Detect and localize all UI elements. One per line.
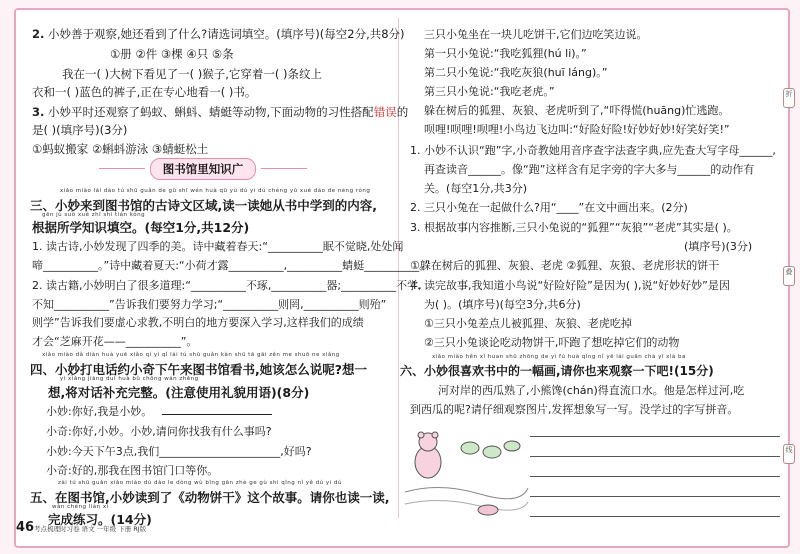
- right-q1-a: 1. 小妙不认识“跑”字,小奇教她用音序查字法查字典,应先查大写字母______,: [410, 144, 776, 157]
- fold-tag: 线: [783, 444, 795, 464]
- s4-line2: 小奇:你好,小妙。小妙,请问你找我有什么事吗?: [46, 425, 272, 438]
- s3-q2-c: 则学”告诉我们要虚心求教,不明白的地方要深入学习,这样我们的成绩: [32, 316, 364, 329]
- q-text: 的: [396, 105, 409, 119]
- s3-q1-b: 啼__________。”诗中藏着夏天:“小荷才露__________,__________蜻蜓__________。”: [32, 259, 431, 272]
- q-text: 小妙平时还观察了蚂蚁、蝌蚪、蜻蜓等动物,下面动物的习性搭配: [48, 105, 374, 119]
- s3-q2-a: 2. 读古籍,小妙明白了很多道理:“__________不琢,__________器;__________不学,: [32, 279, 422, 292]
- page-number: 46: [16, 520, 35, 535]
- page-footer: 考点梳理时习卷 语文 一年级 下册 RJ版: [34, 525, 147, 533]
- writing-line[interactable]: [530, 476, 780, 477]
- s5-pinyin2: wán chéng liàn xí: [52, 504, 109, 510]
- s4-line3: 小妙:今天下午3点,我们______________________,好吗?: [46, 445, 312, 458]
- s6-line1: 河对岸的西瓜熟了,小熊馋(chán)得直流口水。他是怎样过河,吃: [438, 384, 745, 397]
- q-number: 2.: [32, 27, 45, 41]
- writing-line[interactable]: [530, 496, 780, 497]
- right-q4-b: 为( )。(填序号)(每空3分,共6分): [424, 298, 581, 311]
- s5-title2: 完成练习。(14分): [48, 512, 152, 527]
- story-line2: 第一只小兔说:“我吃狐狸(hú li)。”: [424, 47, 587, 60]
- s4-pinyin2: yi xiǎng jiāng duì huà bǔ chōng wán zhěng: [60, 376, 199, 382]
- left-q3-line2: 是( )(填序号)(3分): [32, 123, 128, 137]
- right-q1-c: 关。(每空1分,共3分): [424, 182, 528, 195]
- left-q2-line2: 衣和一( )蓝色的裤子,正在专心地看一( )书。: [32, 85, 257, 99]
- writing-line[interactable]: [530, 456, 780, 457]
- right-q2: 2. 三只小兔在一起做什么?用“____”在文中画出来。(2分): [410, 201, 688, 214]
- s6-line2: 到西瓜的呢?请仔细观察图片,发挥想象写一写。没学过的字写拼音。: [410, 403, 739, 416]
- s4-title2: 想,将对话补充完整。(注意使用礼貌用语)(8分): [48, 385, 310, 400]
- answer-blank[interactable]: [162, 403, 272, 415]
- right-q4-opt2: ②三只小兔谈论吃动物饼干,吓跑了想吃掉它们的动物: [424, 336, 680, 349]
- bear-river-illustration: [400, 422, 530, 522]
- emphasis-word: 错误: [373, 105, 397, 119]
- writing-line[interactable]: [530, 516, 780, 517]
- left-q3-options: ①蚂蚁搬家 ②蝌蚪游泳 ③蜻蜓松土: [32, 142, 209, 156]
- writing-line[interactable]: [530, 436, 780, 437]
- fold-tag: 折: [783, 88, 795, 108]
- story-line1: 三只小兔坐在一块儿吃饼干,它们边吃笑边说。: [424, 28, 648, 41]
- left-q2-options: ①册 ②件 ③棵 ④只 ⑤条: [110, 47, 234, 61]
- dialogue-text: 小妙:你好,我是小妙。: [46, 405, 153, 418]
- s3-pinyin: xiǎo miào lái dào tú shū guǎn de gǔ shī wén huà qū yù dú yi dú chéng yǔ xué dào de néng róng: [60, 188, 371, 194]
- s6-title: 六、小妙很喜欢书中的一幅画,请你也来观察一下吧!(15分): [400, 364, 714, 378]
- s3-q2-b: 不知__________”告诉我们要努力学习;“__________则罔,__________则殆”: [32, 298, 387, 311]
- s4-line4: 小奇:好的,那我在图书馆门口等你。: [46, 464, 219, 477]
- s4-pinyin: xiǎo miào dǎ diàn huà yuē xiǎo qí yì qǐ lái tú shū guǎn kàn shū tā gāi zěn me shuō ne xiǎng: [42, 352, 340, 358]
- right-q3-options: ①躲在树后的狐狸、灰狼、老虎 ②狐狸、灰狼、老虎形状的饼干: [410, 259, 720, 272]
- s3-q2-d: 才会“芝麻开花——__________”。: [32, 335, 198, 348]
- s3-title2: 根据所学知识填空。(每空1分,共12分): [32, 220, 250, 235]
- fold-tag: 叠: [783, 266, 795, 286]
- right-q4-a: 4. 读完故事,我知道小鸟说“好险好险”是因为( ),说“好妙好妙”是因: [410, 279, 730, 292]
- q-text: 小妙善于观察,她还看到了什么?请选词填空。(填序号)(每空2分,共8分): [48, 27, 405, 41]
- right-q3-b: (填序号)(3分): [684, 240, 753, 253]
- right-q1-b: 再查读音______。像“跑”这样含有足字旁的字大多与______的动作有: [424, 163, 755, 176]
- s5-title: 五、在图书馆,小妙读到了《动物饼干》这个故事。请你也读一读,: [30, 490, 390, 505]
- s6-pinyin: xiǎo miào hěn xǐ huan shū zhōng de yì fú huà qǐng nǐ yě lái guān chá yī xià ba: [432, 354, 686, 360]
- right-q3-a: 3. 根据故事内容推断,三只小兔说的“狐狸”“灰狼”“老虎”其实是( )。: [410, 221, 738, 234]
- s4-line1: [46, 403, 272, 419]
- s3-title: 三、小妙来到图书馆的古诗文区域,读一读她从书中学到的内容,: [30, 198, 377, 213]
- s4-title: 四、小妙打电话约小奇下午来图书馆看书,她该怎么说呢?想一: [30, 362, 368, 377]
- section-banner: 图书馆里知识广: [150, 158, 256, 180]
- story-line6: 呗哩!呗哩!呗哩!小鸟边飞边叫:“好险好险!好妙好妙!好笑好笑!”: [424, 123, 730, 136]
- q-number: 3.: [32, 105, 45, 119]
- s3-q1-a: 1. 读古诗,小妙发现了四季的美。诗中藏着春天:“__________眠不觉晓,处处闻: [32, 240, 404, 253]
- story-line4: 第三只小兔说:“我吃老虎。”: [424, 85, 555, 98]
- left-q2-line1: 我在一( )大树下看见了一( )猴子,它穿着一( )条纹上: [62, 67, 323, 81]
- left-q2-text: [32, 26, 405, 42]
- s3-pinyin2: gēn jù suǒ xué zhī shi tián kòng: [42, 212, 146, 218]
- left-q3-text: [32, 104, 408, 120]
- story-line5: 躲在树后的狐狸、灰狼、老虎听到了,“吓得慌(huāng)忙逃跑。: [424, 104, 730, 117]
- story-line3: 第二只小兔说:“我吃灰狼(huī láng)。”: [424, 66, 608, 79]
- right-q4-opt1: ①三只小兔差点儿被狐狸、灰狼、老虎吃掉: [424, 317, 632, 330]
- s5-pinyin: zài tú shū guǎn xiǎo miào dú dào le dòng wù bǐng gān zhè ge gù shi qǐng nǐ yě dú yi dú: [58, 480, 342, 486]
